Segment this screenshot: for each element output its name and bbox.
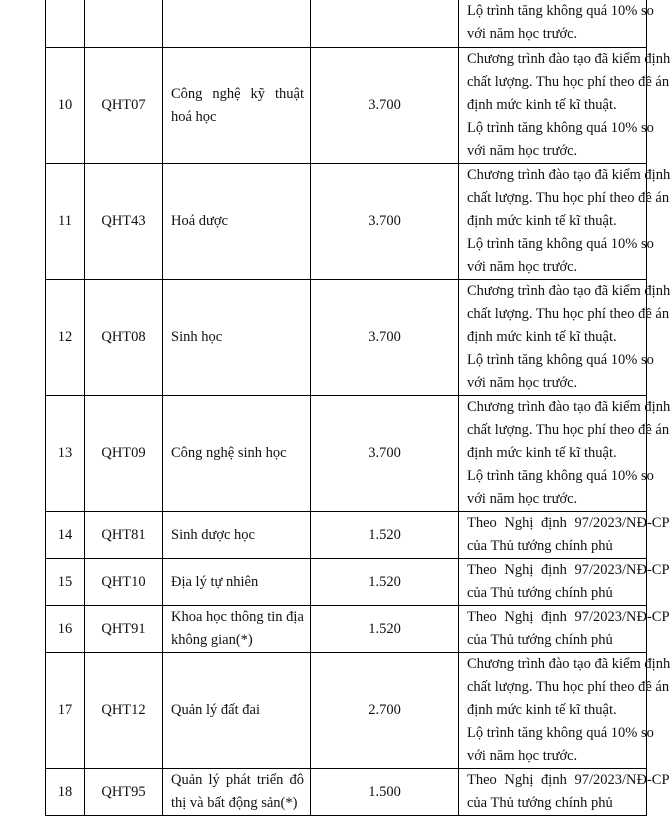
fee-cell [311, 0, 459, 48]
table-row [46, 48, 647, 164]
stt-cell [46, 0, 85, 48]
note-line: với năm học trước. [467, 375, 578, 391]
stt-cell: 18 [46, 769, 85, 816]
note-line: của Thủ tướng chính phủ [467, 632, 613, 648]
note-line: chất lượng. Thu học phí theo đề án [467, 74, 670, 90]
code-cell: QHT08 [85, 280, 163, 396]
note-line: Theo Nghị định 97/2023/NĐ-CP [467, 515, 670, 531]
name-line: thị và bất động sản(*) [171, 795, 298, 811]
fee-cell: 3.700 [311, 164, 459, 280]
name-cell: Công nghệ sinh học [163, 396, 311, 512]
note-line: Lộ trình tăng không quá 10% so [467, 236, 654, 252]
stt-cell: 13 [46, 396, 85, 512]
note-line: Theo Nghị định 97/2023/NĐ-CP [467, 772, 670, 788]
table-row [46, 280, 647, 396]
name-cell: Sinh dược học [163, 512, 311, 559]
note-line: với năm học trước. [467, 491, 578, 507]
note-line: chất lượng. Thu học phí theo đề án [467, 422, 670, 438]
note-line: Chương trình đào tạo đã kiểm định [467, 51, 671, 67]
note-cell [459, 606, 670, 653]
note-cell [459, 48, 671, 164]
code-cell: QHT95 [85, 769, 163, 816]
note-line: Theo Nghị định 97/2023/NĐ-CP [467, 609, 670, 625]
stt-cell: 10 [46, 48, 85, 164]
stt-cell: 14 [46, 512, 85, 559]
note-line: Chương trình đào tạo đã kiểm định [467, 656, 671, 672]
note-line: định mức kinh tế kĩ thuật. [467, 213, 617, 229]
name-cell [163, 606, 311, 653]
name-cell [163, 769, 311, 816]
tuition-table [45, 0, 671, 816]
note-line: Chương trình đào tạo đã kiểm định [467, 399, 671, 415]
note-line: chất lượng. Thu học phí theo đề án [467, 306, 670, 322]
fee-cell: 2.700 [311, 653, 459, 769]
name-line: Công nghệ kỹ thuật [171, 85, 304, 102]
stt-cell: 15 [46, 559, 85, 606]
note-line: với năm học trước. [467, 259, 578, 275]
table-row [46, 512, 647, 559]
fee-cell: 1.500 [311, 769, 459, 816]
name-line: Khoa học thông tin địa [171, 609, 304, 625]
code-cell [85, 0, 163, 48]
note-line: chất lượng. Thu học phí theo đề án [467, 190, 670, 206]
note-line: với năm học trước. [467, 748, 578, 764]
note-line: với năm học trước. [467, 25, 578, 42]
note-line: Chương trình đào tạo đã kiểm định [467, 283, 671, 299]
name-cell [163, 0, 311, 48]
code-cell: QHT91 [85, 606, 163, 653]
table-row-continued [46, 0, 647, 48]
fee-cell: 1.520 [311, 559, 459, 606]
name-cell: Địa lý tự nhiên [163, 559, 311, 606]
fee-cell: 3.700 [311, 280, 459, 396]
note-cell [459, 769, 670, 816]
table-row [46, 559, 647, 606]
note-cell [459, 0, 654, 48]
stt-cell: 16 [46, 606, 85, 653]
note-cell [459, 512, 670, 559]
name-cell: Quản lý đất đai [163, 653, 311, 769]
code-cell: QHT07 [85, 48, 163, 164]
note-line: định mức kinh tế kĩ thuật. [467, 445, 617, 461]
note-line: định mức kinh tế kĩ thuật. [467, 702, 617, 718]
code-cell: QHT43 [85, 164, 163, 280]
note-cell [459, 164, 671, 280]
fee-cell: 1.520 [311, 606, 459, 653]
note-line: Chương trình đào tạo đã kiểm định [467, 167, 671, 183]
note-line: với năm học trước. [467, 143, 578, 159]
note-line: Lộ trình tăng không quá 10% so [467, 120, 654, 136]
code-cell: QHT81 [85, 512, 163, 559]
note-line: của Thủ tướng chính phủ [467, 795, 613, 811]
name-line: hoá học [171, 108, 217, 125]
fee-cell: 3.700 [311, 396, 459, 512]
table-row [46, 164, 647, 280]
note-cell [459, 280, 671, 396]
name-cell: Sinh học [163, 280, 311, 396]
stt-cell: 11 [46, 164, 85, 280]
code-cell: QHT10 [85, 559, 163, 606]
stt-cell: 17 [46, 653, 85, 769]
note-line: Lộ trình tăng không quá 10% so [467, 352, 654, 368]
name-cell: Hoá dược [163, 164, 311, 280]
code-cell: QHT12 [85, 653, 163, 769]
fee-cell: 3.700 [311, 48, 459, 164]
name-line: Quản lý phát triển đô [171, 772, 304, 788]
note-cell [459, 396, 671, 512]
table-row [46, 653, 647, 769]
note-line: định mức kinh tế kĩ thuật. [467, 329, 617, 345]
note-line: định mức kinh tế kĩ thuật. [467, 97, 617, 113]
table-row [46, 606, 647, 653]
table-row [46, 769, 647, 816]
note-line: Theo Nghị định 97/2023/NĐ-CP [467, 562, 670, 578]
note-line: của Thủ tướng chính phủ [467, 538, 613, 554]
note-line: của Thủ tướng chính phủ [467, 585, 613, 601]
fee-cell: 1.520 [311, 512, 459, 559]
stt-cell: 12 [46, 280, 85, 396]
note-cell [459, 653, 671, 769]
note-line: Lộ trình tăng không quá 10% so [467, 468, 654, 484]
code-cell: QHT09 [85, 396, 163, 512]
table-row [46, 396, 647, 512]
note-line: Lộ trình tăng không quá 10% so [467, 2, 654, 19]
name-cell [163, 48, 311, 164]
note-line: Lộ trình tăng không quá 10% so [467, 725, 654, 741]
note-cell [459, 559, 670, 606]
note-line: chất lượng. Thu học phí theo đề án [467, 679, 670, 695]
name-line: không gian(*) [171, 632, 253, 648]
